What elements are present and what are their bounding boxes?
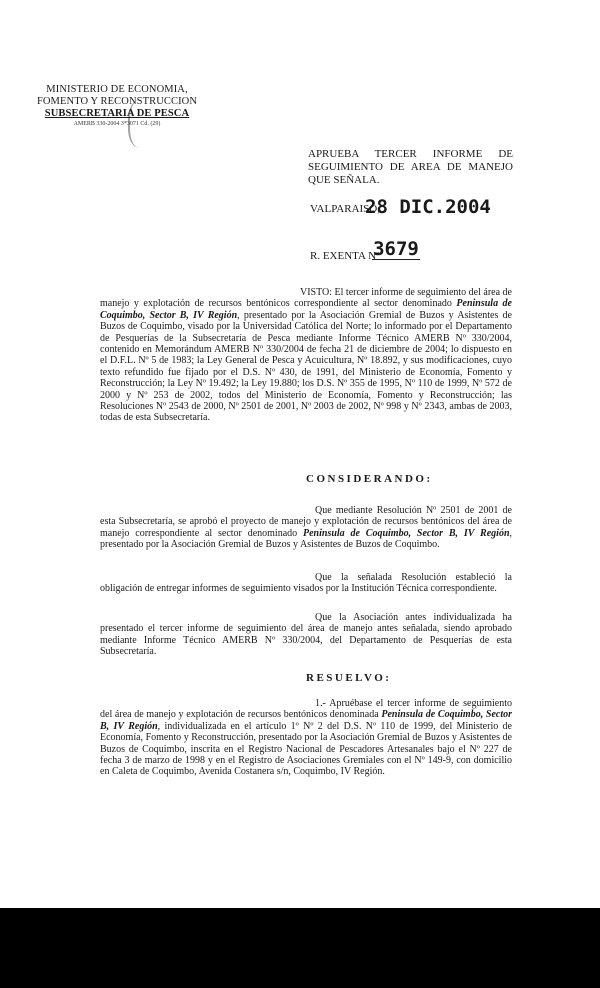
resuelvo-heading: RESUELVO: <box>306 672 392 684</box>
document-date: 28 DIC.2004 <box>365 196 491 218</box>
reference-code: AMERB 330-2004 3*3071 Cd. (29) <box>73 121 161 127</box>
exenta-label: R. EXENTA Nº <box>310 250 380 262</box>
considerando-paragraph-2: Que la señalada Resolución estableció la obligación de entregar informes de seguimiento visados por la Institución Técnica correspondiente. <box>100 572 512 595</box>
document-title: APRUEBA TERCER INFORME DE SEGUIMIENTO DE AREA DE MANEJO QUE SEÑALA. <box>308 148 513 186</box>
resuelvo-paragraph-1: 1.- Apruébase el tercer informe de seguimiento del área de manejo y explotación de recursos bentónicos denominada Peninsula de Coquimbo, Sector B, IV Región, individualizada en el artículo 1º Nº 2 del D.S. Nº 110 de 1999, del Ministerio de Economía, Fomento y Reconstrucción, presentado por la Asociación Gremial de Buzos y Asistentes de Buzos de Coquimbo, inscrita en el Registro Nacional de Pescadores Artesanales bajo el Nº 227 de fecha 3 de marzo de 1998 y en el Registro de Asociaciones Gremiales con el Nº 149-9, con domicilio en Caleta de Coquimbo, Avenida Costanera s/n, Coquimbo, IV Región. <box>100 698 512 778</box>
considerando-paragraph-3: Que la Asociación antes individualizada ha presentado el tercer informe de seguimiento del área de manejo antes señalada, siendo aprobado mediante Informe Técnico AMERB Nº 330/2004, del Departamento de Pesquerías de esta Subsecretaría. <box>100 612 512 658</box>
considerando-heading: CONSIDERANDO: <box>306 473 433 485</box>
place-label: VALPARAISO, <box>310 203 380 215</box>
considerando-paragraph-1: Que mediante Resolución Nº 2501 de 2001 de esta Subsecretaría, se aprobó el proyecto de manejo y explotación de recursos bentónicos del área de manejo correspondiente al sector denominado Peninsula de Coquimbo, Sector B, IV Región, presentado por la Asociación Gremial de Buzos y Asistentes de Buzos de Coquimbo. <box>100 505 513 551</box>
subsecretaria-line: SUBSECRETARIA DE PESCA <box>44 108 190 119</box>
visto-paragraph: VISTO: El tercer informe de seguimiento del área de manejo y explotación de recursos bentónicos correspondiente al sector denominado Peninsula de Coquimbo, Sector B, IV Región, presentado por la Asociación Gremial de Buzos y Asistentes de Buzos de Coquimbo, visado por la Universidad Católica del Norte; lo informado por el Departamento de Pesquerías de la Subsecretaría de Pesca mediante Informe Técnico AMERB Nº 330/2004, contenido en Memorándum AMERB Nº 330/2004 de fecha 21 de diciembre de 2004; lo dispuesto en el D.F.L. Nº 5 de 1983; la Ley General de Pesca y Acuicultura, Nº 18.892, y sus modificaciones, cuyo texto refundido fue fijado por el D.S. Nº 430, de 1991, del Ministerio de Economía, Fomento y Reconstrucción; la Ley Nº 19.492; la Ley 19.880; los D.S. Nº 355 de 1995, Nº 110 de 1999, Nº 572 de 2000 y Nº 253 de 2002, todos del Ministerio de Economía, Fomento y Reconstrucción; las Resoluciones Nº 2543 de 2000, Nº 2501 de 2001, Nº 2003 de 2002, Nº 998 y Nº 2343, ambas de 2003, todas de esta Subsecretaría. <box>100 287 512 424</box>
exenta-number: 3679 <box>373 238 419 260</box>
scan-border <box>0 908 600 988</box>
ministry-line: MINISTERIO DE ECONOMIA, <box>46 84 188 95</box>
ministry-header <box>22 84 212 128</box>
ministry-line: FOMENTO Y RECONSTRUCCION <box>36 96 198 107</box>
